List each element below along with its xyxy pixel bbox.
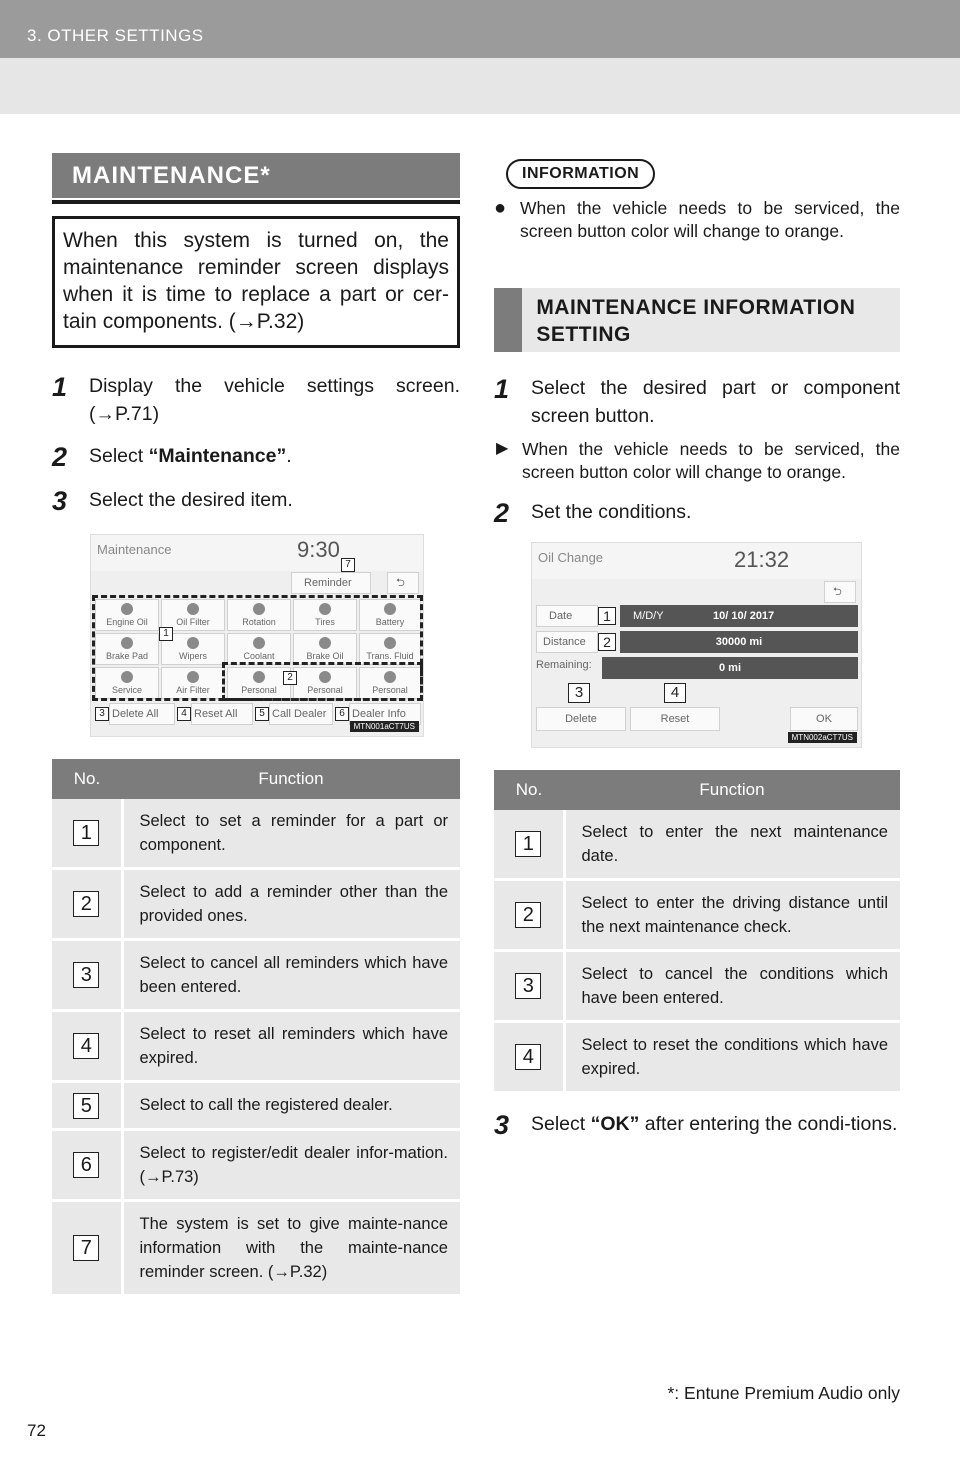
header-subband — [0, 58, 960, 114]
remaining-value-field — [602, 657, 858, 679]
row-function: Select to cancel all reminders which have been entered. — [122, 940, 460, 1011]
distance-label: Distance — [536, 631, 598, 653]
distance-value: 30000 mi — [715, 636, 763, 648]
step-bold-term: “OK” — [590, 1113, 640, 1135]
subsection-title — [494, 288, 900, 352]
section-title: MAINTENANCE* — [52, 153, 460, 198]
callout-1: 1 — [159, 627, 173, 641]
row-function: Select to reset all reminders which have expired. — [122, 1011, 460, 1082]
row-number: 6 — [73, 1152, 99, 1178]
call-dealer-button: Call Dealer — [269, 703, 333, 725]
step-bold-term: “Maintenance” — [148, 445, 287, 467]
row-number: 2 — [515, 902, 541, 928]
step1-bullet — [496, 438, 900, 484]
table-row — [494, 880, 900, 951]
footnote: *: Entune Premium Audio only — [667, 1383, 900, 1403]
table-row — [52, 1082, 460, 1130]
table-row — [52, 1130, 460, 1201]
subsection-bar — [494, 288, 522, 352]
table-row — [494, 810, 900, 880]
table-row — [52, 799, 460, 869]
step-3 — [494, 1110, 900, 1140]
item-label: Personal — [372, 685, 408, 695]
information-label: INFORMATION — [506, 159, 655, 189]
item-label: Coolant — [243, 651, 275, 661]
callout-7: 7 — [341, 558, 355, 572]
bullet-text: When the vehicle needs to be serviced, the screen button color will change to orange. — [522, 439, 900, 482]
step-post: after entering the condi-tions. — [639, 1113, 898, 1135]
row-function: Select to enter the next maintenance date. — [564, 810, 900, 880]
back-button: ⮌ — [824, 581, 856, 603]
date-unit: M/D/Y — [633, 610, 664, 622]
col-header-function: Function — [564, 770, 900, 810]
callout-6: 6 — [335, 707, 349, 721]
row-number: 1 — [73, 820, 99, 846]
dashed-frame-personal — [222, 662, 423, 701]
row-number: 3 — [73, 962, 99, 988]
item-label: Air Filter — [176, 685, 210, 695]
callout-4: 4 — [664, 683, 686, 703]
figure-code: MTN002aCT7US — [788, 732, 857, 743]
step-number: 2 — [494, 498, 510, 528]
reset-all-button: Reset All — [191, 703, 253, 725]
step-number: 1 — [52, 372, 68, 402]
step-text: Display the vehicle settings screen. (→P.71) — [89, 375, 460, 425]
step-text — [89, 442, 460, 472]
screen-title: Maintenance — [97, 542, 172, 557]
col-header-no: No. — [52, 759, 122, 799]
item-label: Battery — [375, 617, 405, 627]
triangle-bullet-icon: ▶ — [496, 440, 509, 457]
left-column — [52, 153, 460, 1297]
item-label: Rotation — [242, 617, 276, 627]
callout-1: 1 — [598, 607, 616, 625]
step-number: 1 — [494, 374, 510, 404]
remaining-label: Remaining: — [536, 659, 592, 671]
table-row — [494, 951, 900, 1022]
dealer-info-button: Dealer Info — [349, 703, 421, 725]
item-label: Service — [111, 685, 142, 695]
date-label: Date — [536, 605, 598, 627]
row-number: 2 — [73, 891, 99, 917]
table-row — [52, 940, 460, 1011]
row-number: 4 — [515, 1044, 541, 1070]
back-button: ⮌ — [387, 572, 419, 594]
step-text: Select the desired item. — [89, 489, 293, 511]
row-function: Select to add a reminder other than the provided ones. — [122, 869, 460, 940]
row-number: 1 — [515, 831, 541, 857]
item-label: Engine Oil — [106, 617, 148, 627]
callout-2: 2 — [598, 633, 616, 651]
remaining-value: 0 mi — [718, 662, 741, 674]
row-function: Select to set a reminder for a part or component. — [122, 799, 460, 869]
table-row — [494, 1022, 900, 1093]
step-3 — [52, 486, 460, 516]
row-number: 4 — [73, 1033, 99, 1059]
callout-3: 3 — [95, 707, 109, 721]
item-label: Oil Filter — [176, 617, 210, 627]
section-rule — [52, 200, 460, 204]
screen-clock: 21:32 — [734, 547, 790, 572]
row-function: The system is set to give mainte-nance information with the mainte-nance reminder screen. (→P.32) — [122, 1201, 460, 1296]
step-number: 3 — [52, 486, 68, 516]
item-label: Personal — [307, 685, 343, 695]
table-row — [52, 1201, 460, 1296]
reset-button: Reset — [630, 707, 720, 731]
figure-code: MTN001aCT7US — [350, 721, 419, 732]
table-row — [52, 869, 460, 940]
maintenance-screen-figure — [90, 534, 424, 737]
right-column — [494, 153, 900, 1140]
step-2 — [52, 442, 460, 472]
step-number: 3 — [494, 1110, 510, 1140]
step-1 — [494, 374, 900, 430]
date-value-field — [620, 605, 858, 627]
intro-box: When this system is turned on, the maintenance reminder screen displays when it is time to replace a part or cer-tain components. (→P.32) — [52, 216, 460, 348]
ok-button: OK — [790, 707, 858, 731]
delete-all-button: Delete All — [109, 703, 175, 725]
function-table-right — [494, 770, 900, 1094]
distance-value-field — [620, 631, 858, 653]
bullet-text: When the vehicle needs to be serviced, the screen button color will change to orange. — [520, 198, 900, 241]
reminder-button: Reminder — [291, 572, 371, 594]
col-header-function: Function — [122, 759, 460, 799]
row-number: 3 — [515, 973, 541, 999]
row-function: Select to cancel the conditions which have been entered. — [564, 951, 900, 1022]
item-label: Tires — [315, 617, 335, 627]
section-header: 3. OTHER SETTINGS — [27, 26, 204, 45]
item-label: Brake Pad — [105, 651, 149, 661]
row-function: Select to call the registered dealer. — [122, 1082, 460, 1130]
callout-3: 3 — [568, 683, 590, 703]
step-text — [531, 1110, 900, 1140]
row-function: Select to enter the driving distance until the next maintenance check. — [564, 880, 900, 951]
col-header-no: No. — [494, 770, 564, 810]
callout-4: 4 — [177, 707, 191, 721]
delete-button: Delete — [536, 707, 626, 731]
callout-5: 5 — [255, 707, 269, 721]
step-pre: Select — [531, 1113, 591, 1135]
row-function: Select to reset the conditions which have expired. — [564, 1022, 900, 1093]
oil-change-screen-figure — [531, 542, 862, 748]
item-label: Trans. Fluid — [366, 651, 414, 661]
item-label: Wipers — [178, 651, 207, 661]
step-pre: Select — [89, 445, 149, 467]
information-bullet — [494, 197, 900, 243]
bullet-dot-icon: ● — [494, 197, 507, 219]
step-text: Set the conditions. — [531, 501, 692, 523]
callout-2: 2 — [283, 671, 297, 685]
item-label: Brake Oil — [306, 651, 344, 661]
date-value: 10/ 10/ 2017 — [713, 610, 775, 622]
item-label: Personal — [241, 685, 277, 695]
step-text: Select the desired part or component screen button. — [531, 377, 900, 427]
page-number: 72 — [27, 1421, 46, 1440]
row-number: 7 — [73, 1235, 99, 1261]
screen-clock: 9:30 — [297, 537, 340, 562]
subsection-title-text: MAINTENANCE INFORMATION SETTING — [536, 296, 856, 346]
function-table-left — [52, 759, 460, 1297]
step-number: 2 — [52, 442, 68, 472]
step-1 — [52, 372, 460, 428]
row-function: Select to register/edit dealer infor-mation. (→P.73) — [122, 1130, 460, 1201]
table-row — [52, 1011, 460, 1082]
step-2 — [494, 498, 900, 528]
step-post: . — [286, 445, 292, 467]
row-number: 5 — [73, 1093, 99, 1119]
screen-title: Oil Change — [538, 550, 604, 565]
